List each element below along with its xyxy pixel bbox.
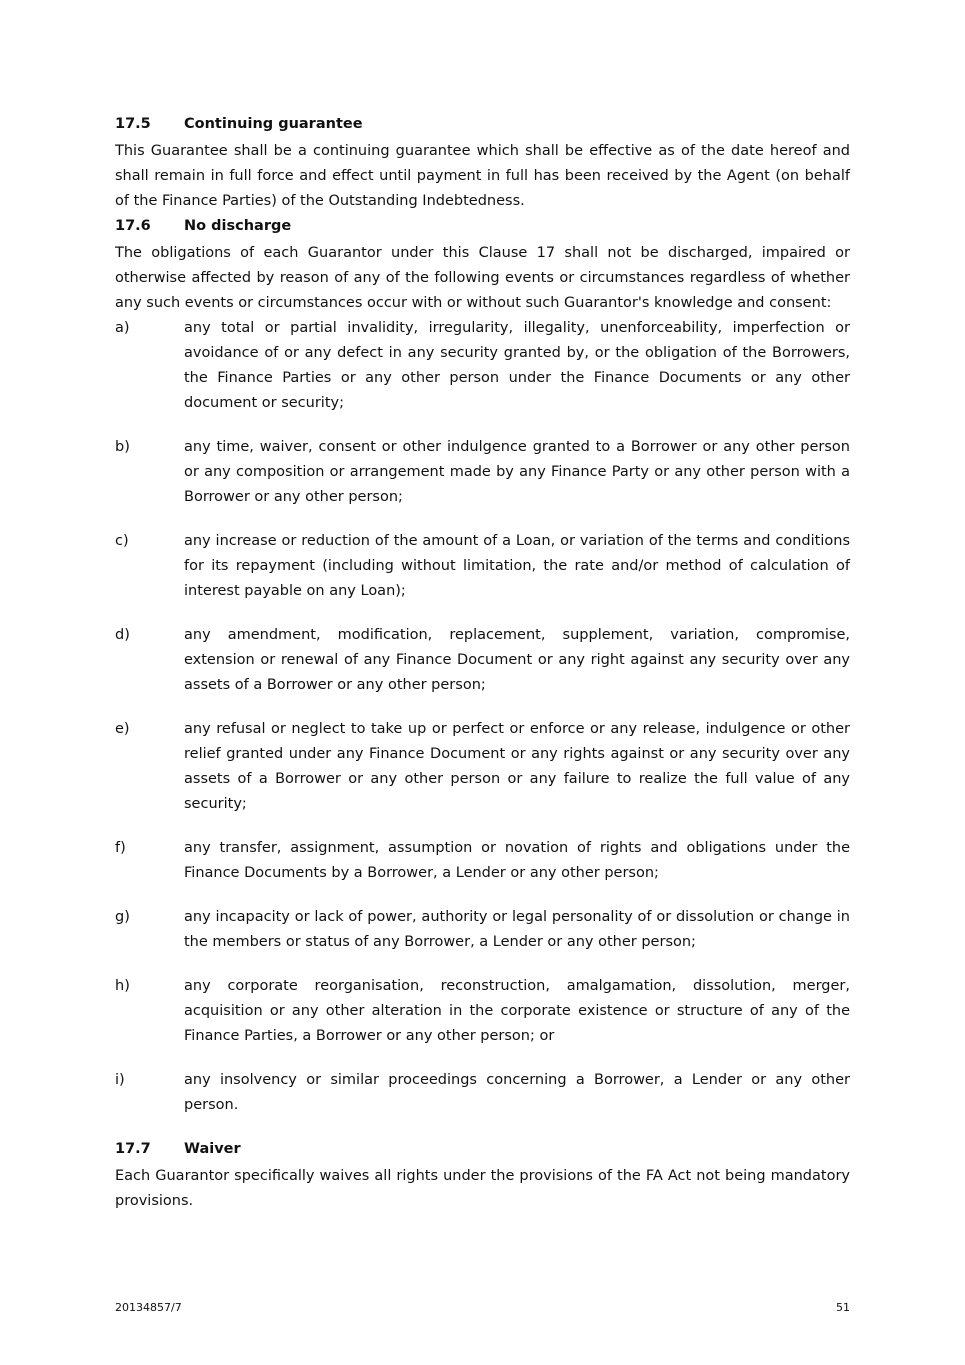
list-item-label: b) bbox=[115, 439, 130, 455]
list-item-label: i) bbox=[115, 1072, 125, 1088]
list-item-text: any transfer, assignment, assumption or novation of rights and obligations under the Finance Documents by a Borrower, a Lender or any other person; bbox=[184, 840, 850, 881]
section-heading-17-5 bbox=[115, 112, 850, 137]
list-item-text: any amendment, modification, replacement, supplement, variation, compromise, extension or renewal of any Finance Document or any right against any security over any assets of a Borrower or any other person; bbox=[184, 627, 850, 693]
list-item-label: e) bbox=[115, 721, 130, 737]
list-item-text: any incapacity or lack of power, authority or legal personality of or dissolution or change in the members or status of any Borrower, a Lender or any other person; bbox=[184, 909, 850, 950]
footer-doc-ref: 20134857/7 bbox=[115, 1301, 182, 1314]
list-no-discharge bbox=[115, 316, 850, 1118]
section-number: 17.6 bbox=[115, 218, 151, 234]
section-title: Continuing guarantee bbox=[184, 116, 363, 132]
section-number: 17.5 bbox=[115, 116, 151, 132]
list-item-text: any total or partial invalidity, irregularity, illegality, unenforceability, imperfection or avoidance of or any defect in any security granted by, or the obligation of the Borrowers, the Finance Parties or any other person under the Finance Documents or any other document or security; bbox=[184, 320, 850, 411]
list-item-label: a) bbox=[115, 320, 130, 336]
list-item-label: g) bbox=[115, 909, 130, 925]
document-page bbox=[115, 112, 850, 1214]
list-item bbox=[115, 905, 850, 955]
list-item-label: h) bbox=[115, 978, 130, 994]
list-item-label: c) bbox=[115, 533, 129, 549]
list-item-text: any refusal or neglect to take up or perfect or enforce or any release, indulgence or other relief granted under any Finance Document or any rights against or any security over any assets of a Borrower or any other person or any failure to realize the full value of any security; bbox=[184, 721, 850, 812]
section-title: No discharge bbox=[184, 218, 292, 234]
list-item-text: any insolvency or similar proceedings concerning a Borrower, a Lender or any other person. bbox=[184, 1072, 850, 1113]
list-item-text: any time, waiver, consent or other indulgence granted to a Borrower or any other person or any composition or arrangement made by any Finance Party or any other person with a Borrower or any other person; bbox=[184, 439, 850, 505]
list-item bbox=[115, 1068, 850, 1118]
section-heading-17-7 bbox=[115, 1137, 850, 1162]
section-number: 17.7 bbox=[115, 1141, 151, 1157]
section-paragraph-17-7: Each Guarantor specifically waives all rights under the provisions of the FA Act not being mandatory provisions. bbox=[115, 1168, 850, 1209]
section-paragraph-17-5: This Guarantee shall be a continuing guarantee which shall be effective as of the date hereof and shall remain in full force and effect until payment in full has been received by the Agent (on behalf of the Finance Parties) of the Outstanding Indebtedness. bbox=[115, 143, 850, 209]
list-item bbox=[115, 717, 850, 817]
list-item-label: f) bbox=[115, 840, 126, 856]
list-item-label: d) bbox=[115, 627, 130, 643]
list-item-text: any increase or reduction of the amount of a Loan, or variation of the terms and conditions for its repayment (including without limitation, the rate and/or method of calculation of interest payable on any Loan); bbox=[184, 533, 850, 599]
list-item bbox=[115, 974, 850, 1049]
list-item bbox=[115, 435, 850, 510]
list-item bbox=[115, 529, 850, 604]
list-item-text: any corporate reorganisation, reconstruction, amalgamation, dissolution, merger, acquisition or any other alteration in the corporate existence or structure of any of the Finance Parties, a Borrower or any other person; or bbox=[184, 978, 850, 1044]
section-heading-17-6 bbox=[115, 214, 850, 239]
list-item bbox=[115, 836, 850, 886]
section-paragraph-17-6: The obligations of each Guarantor under this Clause 17 shall not be discharged, impaired or otherwise affected by reason of any of the following events or circumstances regardless of whether any such events or circumstances occur with or without such Guarantor's knowledge and consent: bbox=[115, 245, 850, 311]
section-title: Waiver bbox=[184, 1141, 241, 1157]
list-item bbox=[115, 316, 850, 416]
footer-page-number: 51 bbox=[836, 1301, 850, 1314]
list-item bbox=[115, 623, 850, 698]
